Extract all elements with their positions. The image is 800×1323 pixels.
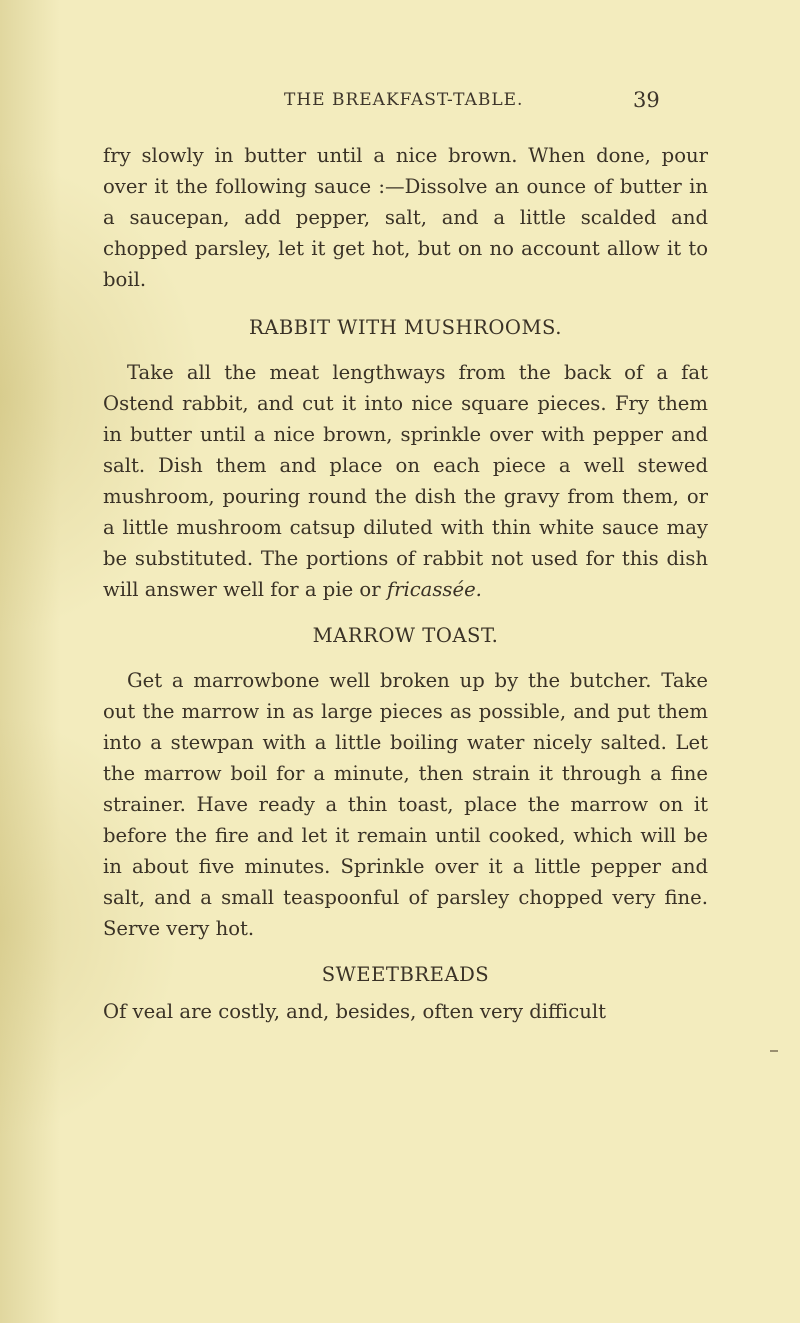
margin-mark (770, 1050, 778, 1052)
section-heading-sweetbreads: SWEETBREADS (321, 963, 490, 986)
italic-term: fricassée. (386, 578, 482, 601)
page-number: 39 (633, 88, 660, 112)
running-head (0, 90, 800, 120)
paragraph-text: Take all the meat lengthways from the back of a fat Ostend rabbit, and cut it into nice square pieces. Fry them in butter until a nice brown, sprinkle over with pepper and salt. Dish them and place on each piece a well stewed mushroom, pouring round the dish the gravy from them, or a little mushroom catsup diluted with thin white sauce may be substituted. The portions of rabbit not used for this dish will answer well for a pie or (103, 361, 708, 601)
running-title: THE BREAKFAST-TABLE. (284, 90, 524, 110)
section-heading-rabbit-with-mushrooms: RABBIT WITH MUSHROOMS. (249, 316, 562, 339)
continued-paragraph: fry slowly in butter until a nice brown. When done, pour over it the following sauce :—Dissolve an ounce of butter in a saucepan, add pepper, salt, and a little scalded and chopped parsley, let it get hot, but on no account allow it to boil. (103, 144, 708, 291)
section-paragraph-marrow-toast: Get a marrowbone well broken up by the butcher. Take out the marrow in as large pieces as possible, and put them into a stewpan with a little boiling water nicely salted. Let the marrow boil for a minute, then strain it through a fine strainer. Have ready a thin toast, place the marrow on it before the fire and let it remain until cooked, which will be in about five minutes. Sprinkle over it a little pepper and salt, and a small teaspoonful of parsley chopped very fine. Serve very hot. (103, 669, 708, 940)
section-heading-marrow-toast: MARROW TOAST. (312, 624, 499, 647)
section-paragraph-sweetbreads: Of veal are costly, and, besides, often very difficult (103, 1000, 606, 1023)
section-paragraph-rabbit-with-mushrooms (103, 357, 708, 605)
body-text (103, 140, 708, 1027)
